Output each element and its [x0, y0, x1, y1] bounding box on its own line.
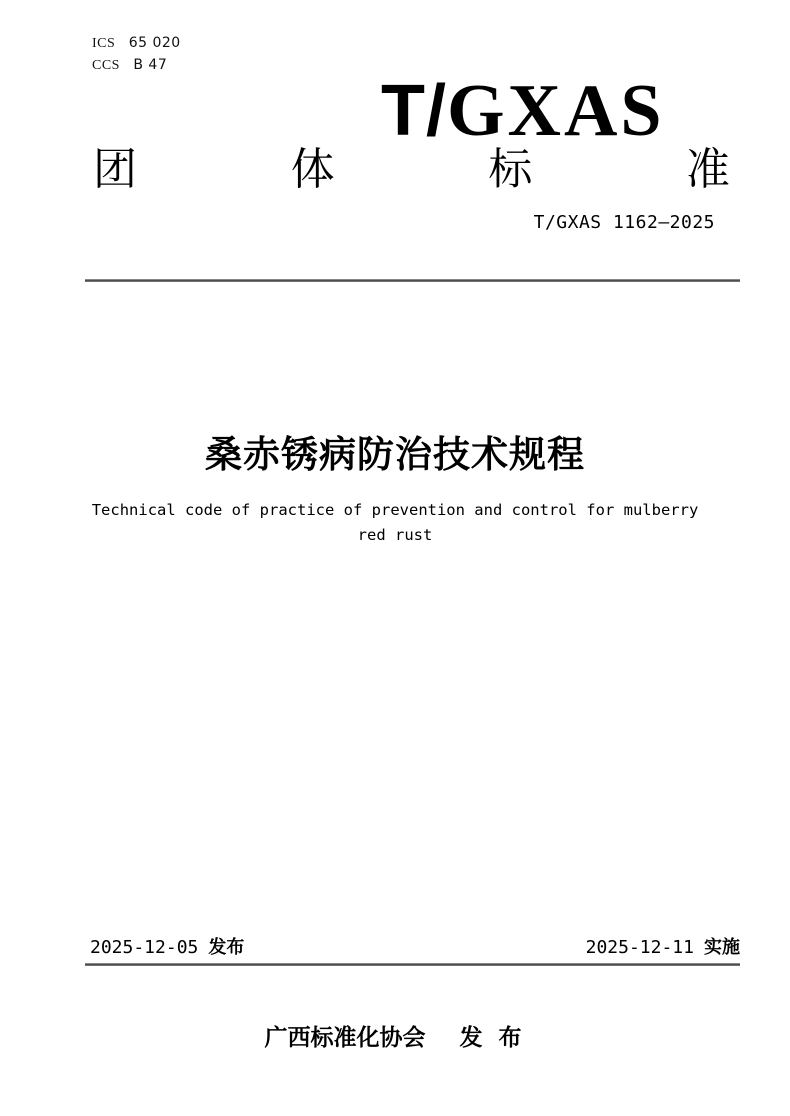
- logo-letters: GXAS: [446, 70, 665, 152]
- document-title-en: [0, 498, 790, 548]
- implementation-date-label: 实施: [704, 937, 740, 958]
- ccs-code-row: [92, 54, 181, 76]
- document-title-en-line2: red rust: [357, 526, 433, 544]
- issue-date-group: [90, 936, 244, 959]
- ics-value: 65 020: [128, 35, 181, 51]
- publisher-line: [0, 1019, 790, 1052]
- implementation-date: 2025-12-11: [585, 937, 694, 958]
- implementation-date-group: [586, 936, 740, 959]
- tgxas-logo: [381, 70, 665, 152]
- ics-code-row: [92, 32, 181, 54]
- standard-type-char-2: 体: [290, 144, 335, 195]
- ics-label: ICS: [92, 36, 116, 51]
- standard-type-char-4: 准: [685, 144, 730, 195]
- standard-type-row: [93, 144, 730, 195]
- ccs-label: CCS: [92, 58, 120, 73]
- issue-date: 2025-12-05: [90, 937, 199, 958]
- standard-number: T/GXAS 1162—2025: [533, 212, 715, 233]
- classification-codes: [92, 32, 181, 76]
- issue-date-label: 发布: [208, 937, 245, 958]
- document-title-en-line1: Technical code of practice of prevention and control for mulberry: [91, 501, 699, 519]
- publish-action-label: 发 布: [459, 1025, 526, 1051]
- standard-type-char-3: 标: [488, 144, 533, 195]
- standard-type-char-1: 团: [93, 144, 137, 195]
- ccs-value: B 47: [133, 57, 168, 73]
- logo-prefix: T/: [381, 71, 447, 151]
- bottom-rule: [85, 963, 740, 966]
- publisher-name: 广西标准化协会: [264, 1025, 426, 1051]
- document-title-zh: 桑赤锈病防治技术规程: [205, 433, 585, 476]
- footer-dates-row: [90, 936, 740, 959]
- top-rule: [85, 279, 740, 282]
